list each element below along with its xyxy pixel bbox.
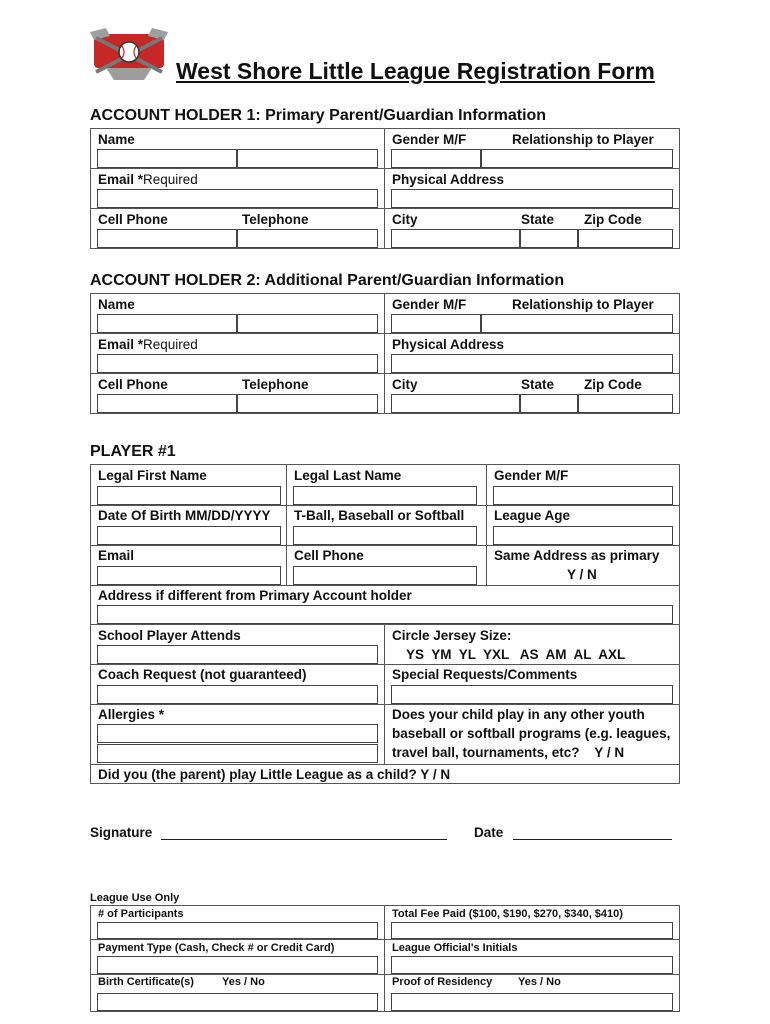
player-sport-input[interactable] (293, 526, 477, 545)
account2-address-label: Physical Address (392, 337, 505, 352)
account2-heading: ACCOUNT HOLDER 2: Additional Parent/Guardian Information (90, 272, 565, 289)
divider (90, 373, 680, 374)
residency-yn[interactable]: Yes / No (518, 976, 561, 988)
divider (90, 974, 680, 975)
birth-cert-input[interactable] (97, 993, 378, 1011)
residency-input[interactable] (391, 993, 673, 1011)
player-other-youth-line2: baseball or softball programs (e.g. leagues, (392, 726, 671, 741)
account1-last-name-input[interactable] (237, 149, 378, 168)
payment-type-input[interactable] (97, 956, 378, 974)
player-coach-label: Coach Request (not guaranteed) (98, 667, 307, 682)
account1-state-label: State (521, 212, 555, 227)
player-jersey-sizes[interactable]: YS YM YL YXL AS AM AL AXL (406, 647, 626, 662)
divider (384, 905, 385, 1012)
account2-last-name-input[interactable] (237, 314, 378, 333)
account2-telephone-input[interactable] (237, 394, 378, 413)
player-special-label: Special Requests/Comments (392, 667, 578, 682)
account2-email-label: Email *Required (98, 337, 198, 352)
player-gender-input[interactable] (493, 486, 673, 505)
total-fee-label: Total Fee Paid ($100, $190, $270, $340, $410) (392, 908, 623, 920)
signature-label: Signature (90, 825, 153, 840)
account1-city-label: City (392, 212, 418, 227)
divider (90, 939, 680, 940)
account1-name-label: Name (98, 132, 135, 147)
birth-cert-label: Birth Certificate(s) (98, 976, 194, 988)
account2-relationship-label: Relationship to Player (512, 297, 654, 312)
account2-address-input[interactable] (391, 354, 673, 373)
account1-telephone-input[interactable] (237, 229, 378, 248)
player-same-address-label: Same Address as primary (494, 548, 660, 563)
birth-cert-yn[interactable]: Yes / No (222, 976, 265, 988)
player-cell-input[interactable] (293, 566, 477, 585)
divider (90, 545, 680, 546)
player-alt-address-input[interactable] (97, 605, 673, 624)
account1-relationship-label: Relationship to Player (512, 132, 654, 147)
divider (90, 624, 680, 625)
player-email-label: Email (98, 548, 135, 563)
player-coach-input[interactable] (97, 685, 378, 704)
player-jersey-label: Circle Jersey Size: (392, 628, 512, 643)
payment-type-label: Payment Type (Cash, Check # or Credit Card) (98, 942, 335, 954)
league-logo (86, 26, 172, 84)
player-school-label: School Player Attends (98, 628, 241, 643)
divider (286, 464, 287, 585)
account1-gender-input[interactable] (391, 149, 481, 168)
player-gender-label: Gender M/F (494, 468, 569, 483)
player-first-name-input[interactable] (97, 486, 281, 505)
player-parent-played: Did you (the parent) play Little League as a child? Y / N (98, 767, 451, 782)
total-fee-input[interactable] (391, 922, 673, 939)
account1-address-input[interactable] (391, 189, 673, 208)
player-alt-address-label: Address if different from Primary Account holder (98, 588, 412, 603)
player-first-name-label: Legal First Name (98, 468, 207, 483)
participants-input[interactable] (97, 922, 378, 939)
divider (90, 333, 680, 334)
account1-gender-label: Gender M/F (392, 132, 467, 147)
account1-relationship-input[interactable] (481, 149, 673, 168)
divider (90, 664, 680, 665)
player-other-youth-line1: Does your child play in any other youth (392, 707, 645, 722)
account1-email-input[interactable] (97, 189, 378, 208)
player-allergies-input-2[interactable] (97, 744, 378, 763)
account2-zip-input[interactable] (578, 394, 673, 413)
account2-relationship-input[interactable] (481, 314, 673, 333)
account2-cell-label: Cell Phone (98, 377, 168, 392)
league-use-heading: League Use Only (90, 892, 180, 904)
account2-zip-label: Zip Code (584, 377, 642, 392)
divider (90, 704, 680, 705)
residency-label: Proof of Residency (392, 976, 493, 988)
account2-state-label: State (521, 377, 555, 392)
divider (384, 624, 385, 764)
divider (90, 764, 680, 765)
player-dob-label: Date Of Birth MM/DD/YYYY (98, 508, 271, 523)
account2-name-label: Name (98, 297, 135, 312)
account1-address-label: Physical Address (392, 172, 505, 187)
player-same-address-yn[interactable]: Y / N (567, 567, 597, 582)
initials-label: League Official's Initials (392, 942, 518, 954)
date-label: Date (474, 825, 504, 840)
participants-label: # of Participants (98, 908, 184, 920)
divider (486, 464, 487, 585)
account1-state-input[interactable] (520, 229, 578, 248)
account2-email-input[interactable] (97, 354, 378, 373)
account1-first-name-input[interactable] (97, 149, 237, 168)
account2-first-name-input[interactable] (97, 314, 237, 333)
divider (90, 585, 680, 586)
player-dob-input[interactable] (97, 526, 281, 545)
player-age-input[interactable] (493, 526, 673, 545)
player-school-input[interactable] (97, 645, 378, 664)
account2-gender-input[interactable] (391, 314, 481, 333)
account1-zip-label: Zip Code (584, 212, 642, 227)
account1-zip-input[interactable] (578, 229, 673, 248)
divider (90, 208, 680, 209)
divider (384, 128, 385, 249)
account1-cell-label: Cell Phone (98, 212, 168, 227)
account2-state-input[interactable] (520, 394, 578, 413)
account1-cell-input[interactable] (97, 229, 237, 248)
account1-city-input[interactable] (391, 229, 520, 248)
signature-line[interactable] (161, 839, 447, 840)
player-cell-label: Cell Phone (294, 548, 364, 563)
account1-telephone-label: Telephone (242, 212, 309, 227)
account2-cell-input[interactable] (97, 394, 237, 413)
player-allergies-input-1[interactable] (97, 724, 378, 743)
account1-email-label: Email *Required (98, 172, 198, 187)
player-special-input[interactable] (391, 685, 673, 704)
player-other-youth-line3: travel ball, tournaments, etc? Y / N (392, 745, 625, 760)
account2-city-label: City (392, 377, 418, 392)
player-last-name-input[interactable] (293, 486, 477, 505)
player-sport-label: T-Ball, Baseball or Softball (294, 508, 465, 523)
player-last-name-label: Legal Last Name (294, 468, 402, 483)
account2-telephone-label: Telephone (242, 377, 309, 392)
player-allergies-label: Allergies * (98, 707, 165, 722)
player-heading: PLAYER #1 (90, 443, 176, 460)
divider (90, 168, 680, 169)
initials-input[interactable] (391, 956, 673, 974)
account1-heading: ACCOUNT HOLDER 1: Primary Parent/Guardian Information (90, 107, 547, 124)
player-email-input[interactable] (97, 566, 281, 585)
player-age-label: League Age (494, 508, 571, 523)
page-title: West Shore Little League Registration Form (176, 58, 655, 84)
date-line[interactable] (513, 839, 672, 840)
account2-gender-label: Gender M/F (392, 297, 467, 312)
account2-city-input[interactable] (391, 394, 520, 413)
divider (384, 293, 385, 414)
divider (90, 505, 680, 506)
